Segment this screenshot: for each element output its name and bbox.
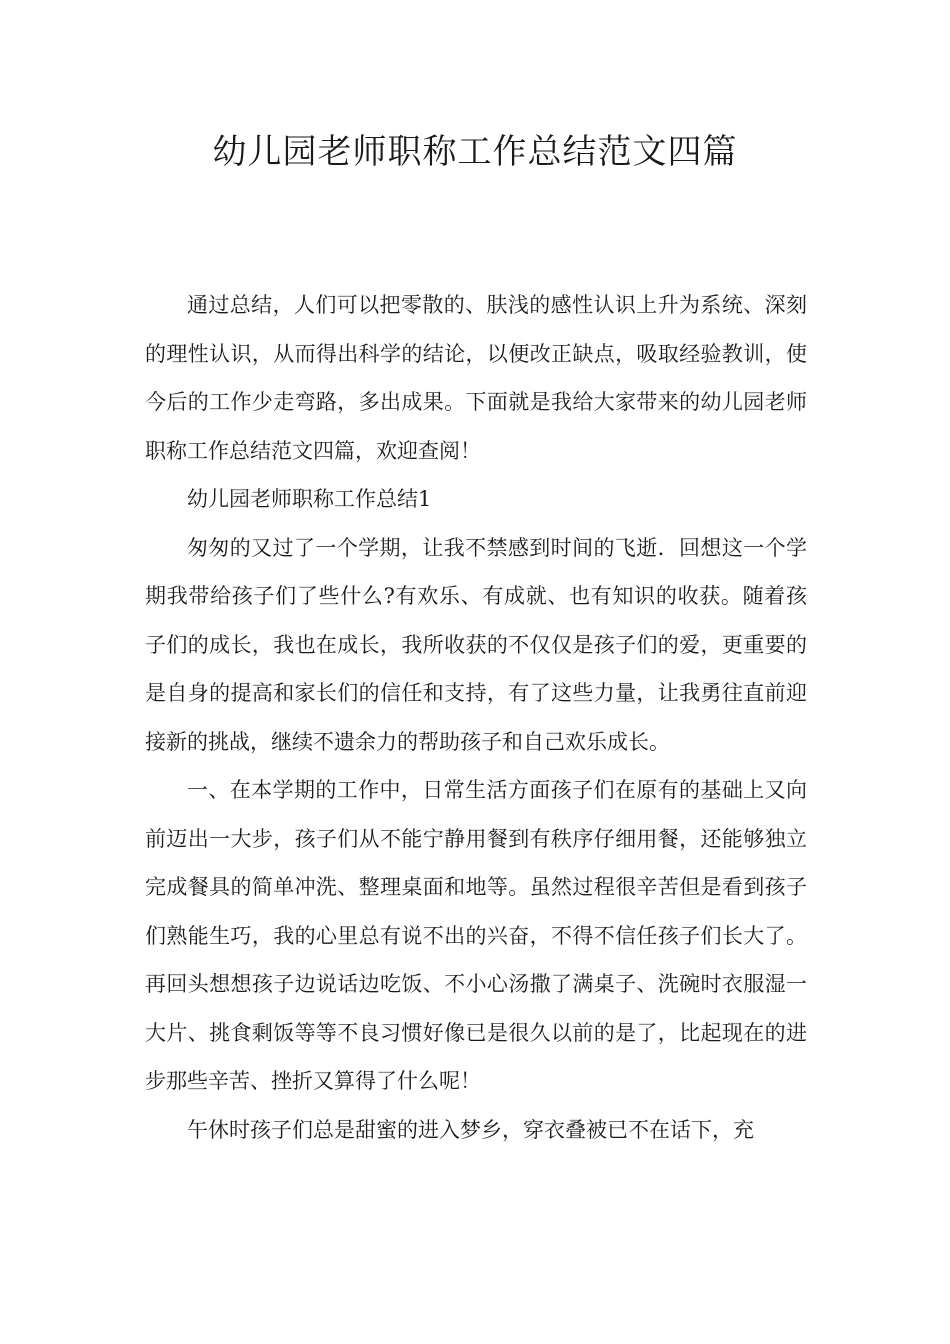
document-title: 幼儿园老师职称工作总结范文四篇 <box>212 132 738 172</box>
section-heading: 幼儿园老师职称工作总结1 <box>187 487 432 511</box>
document-body <box>145 281 807 1154</box>
body-paragraph: 午休时孩子们总是甜蜜的进入梦乡，穿衣叠被已不在话下，充 <box>187 1117 754 1142</box>
intro-paragraph: 通过总结，人们可以把零散的、肤浅的感性认识上升为系统、深刻的理性认识，从而得出科学的结论，以便改正缺点，吸取经验教训，使今后的工作少走弯路，多出成果。下面就是我给大家带来的幼儿园老师职称工作总结范文四篇，欢迎查阅！ <box>145 293 807 463</box>
body-paragraph: 一、在本学期的工作中，日常生活方面孩子们在原有的基础上又向前迈出一大步，孩子们从不能宁静用餐到有秩序仔细用餐，还能够独立完成餐具的简单冲洗、整理桌面和地等。虽然过程很辛苦但是看到孩子们熟能生巧，我的心里总有说不出的兴奋，不得不信任孩子们长大了。再回头想想孩子边说话边吃饭、不小心汤撒了满桌子、洗碗时衣服湿一大片、挑食剩饭等等不良习惯好像已是很久以前的是了，比起现在的进步那些辛苦、挫折又算得了什么呢！ <box>145 778 807 1093</box>
body-paragraph: 匆匆的又过了一个学期，让我不禁感到时间的飞逝．回想这一个学期我带给孩子们了些什么?有欢乐、有成就、也有知识的收获。随着孩子们的成长，我也在成长，我所收获的不仅仅是孩子们的爱，更重要的是自身的提高和家长们的信任和支持，有了这些力量，让我勇往直前迎接新的挑战，继续不遗余力的帮助孩子和自己欢乐成长。 <box>145 535 807 754</box>
